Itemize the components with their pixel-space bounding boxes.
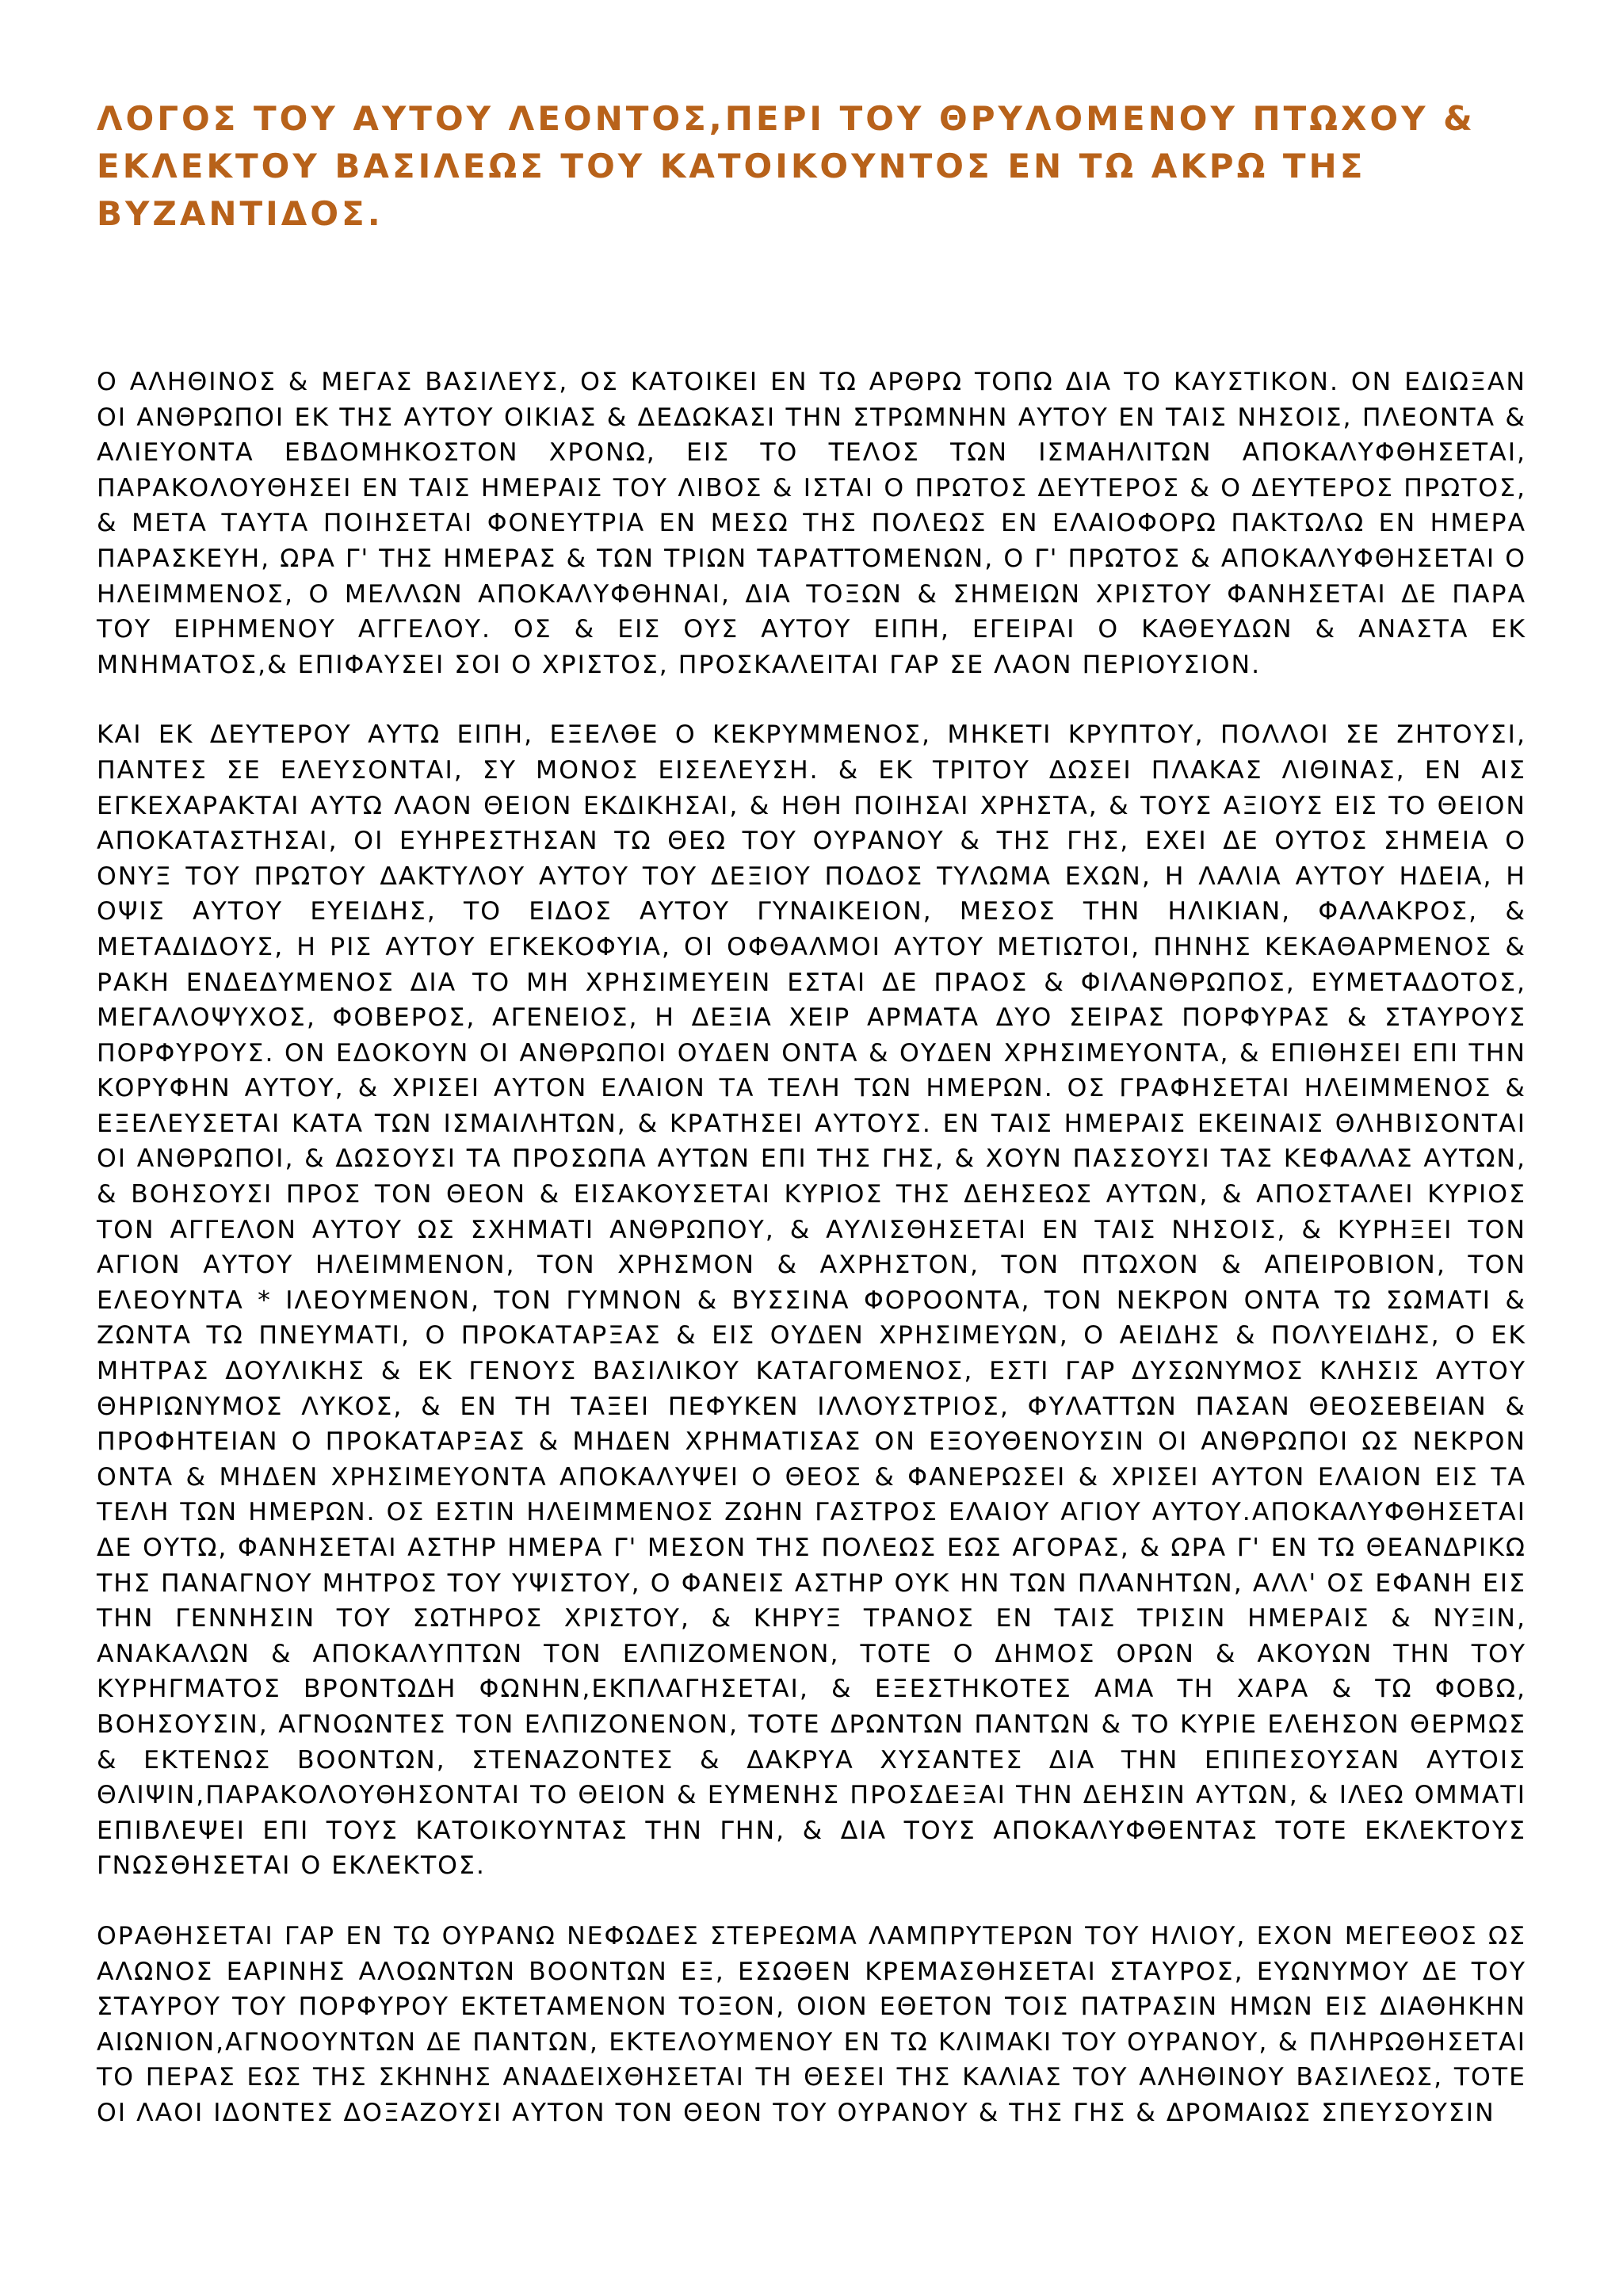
paragraph-3: ΟΡΑΘΗΣΕΤΑΙ ΓΑΡ ΕΝ ΤΩ ΟΥΡΑΝΩ ΝΕΦΩΔΕΣ ΣΤΕΡΕΩΜΑ ΛΑΜΠΡΥΤΕΡΩΝ ΤΟΥ ΗΛΙΟΥ, ΕΧΟΝ ΜΕΓΕΘΟΣ ΩΣ ΑΛΩΝΟΣ ΕΑΡΙΝΗΣ ΑΛΟΩΝΤΩΝ ΒΟΟΝΤΩΝ ΕΞ, ΕΣΩΘΕΝ ΚΡΕΜΑΣΘΗΣΕΤΑΙ ΣΤΑΥΡΟΣ, ΕΥΩΝΥΜΟΥ ΔΕ ΤΟΥ ΣΤΑΥΡΟΥ ΤΟΥ ΠΟΡΦΥΡΟΥ ΕΚΤΕΤΑΜΕΝΟΝ ΤΟΞΟΝ, ΟΙΟΝ ΕΘΕΤΟΝ ΤΟΙΣ ΠΑΤΡΑΣΙΝ ΗΜΩΝ ΕΙΣ ΔΙΑΘΗΚΗΝ ΑΙΩΝΙΟΝ,ΑΓΝΟΟΥΝΤΩΝ ΔΕ ΠΑΝΤΩΝ, ΕΚΤΕΛΟΥΜΕΝΟΥ ΕΝ ΤΩ ΚΛΙΜΑΚΙ ΤΟΥ ΟΥΡΑΝΟΥ, & ΠΛΗΡΩΘΗΣΕΤΑΙ ΤΟ ΠΕΡΑΣ ΕΩΣ ΤΗΣ ΣΚΗΝΗΣ ΑΝΑΔΕΙΧΘΗΣΕΤΑΙ ΤΗ ΘΕΣΕΙ ΤΗΣ ΚΑΛΙΑΣ ΤΟΥ ΑΛΗΘΙΝΟΥ ΒΑΣΙΛΕΩΣ, ΤΟΤΕ ΟΙ ΛΑΟΙ ΙΔΟΝΤΕΣ ΔΟΞΑΖΟΥΣΙ ΑΥΤΟΝ ΤΟΝ ΘΕΟΝ ΤΟΥ ΟΥΡΑΝΟΥ & ΤΗΣ ΓΗΣ & ΔΡΟΜΑΙΩΣ ΣΠΕΥΣΟΥΣΙΝ (97, 1921, 1526, 2127)
paragraph-1: Ο ΑΛΗΘΙΝΟΣ & ΜΕΓΑΣ ΒΑΣΙΛΕΥΣ, ΟΣ ΚΑΤΟΙΚΕΙ ΕΝ ΤΩ ΑΡΘΡΩ ΤΟΠΩ ΔΙΑ ΤΟ ΚΑΥΣΤΙΚΟΝ. ΟΝ ΕΔΙΩΞΑΝ ΟΙ ΑΝΘΡΩΠΟΙ ΕΚ ΤΗΣ ΑΥΤΟΥ ΟΙΚΙΑΣ & ΔΕΔΩΚΑΣΙ ΤΗΝ ΣΤΡΩΜΝΗΝ ΑΥΤΟΥ ΕΝ ΤΑΙΣ ΝΗΣΟΙΣ, ΠΛΕΟΝΤΑ & ΑΛΙΕΥΟΝΤΑ ΕΒΔΟΜΗΚΟΣΤΟΝ ΧΡΟΝΩ, ΕΙΣ ΤΟ ΤΕΛΟΣ ΤΩΝ ΙΣΜΑΗΛΙΤΩΝ ΑΠΟΚΑΛΥΦΘΗΣΕΤΑΙ, ΠΑΡΑΚΟΛΟΥΘΗΣΕΙ ΕΝ ΤΑΙΣ ΗΜΕΡΑΙΣ ΤΟΥ ΛΙΒΟΣ & ΙΣΤΑΙ Ο ΠΡΩΤΟΣ ΔΕΥΤΕΡΟΣ & Ο ΔΕΥΤΕΡΟΣ ΠΡΩΤΟΣ, & ΜΕΤΑ ΤΑΥΤΑ ΠΟΙΗΣΕΤΑΙ ΦΟΝΕΥΤΡΙΑ ΕΝ ΜΕΣΩ ΤΗΣ ΠΟΛΕΩΣ ΕΝ ΕΛΑΙΟΦΟΡΩ ΠΑΚΤΩΛΩ ΕΝ ΗΜΕΡΑ ΠΑΡΑΣΚΕΥΗ, ΩΡΑ Γ' ΤΗΣ ΗΜΕΡΑΣ & ΤΩΝ ΤΡΙΩΝ ΤΑΡΑΤΤΟΜΕΝΩΝ, Ο Γ' ΠΡΩΤΟΣ & ΑΠΟΚΑΛΥΦΘΗΣΕΤΑΙ Ο ΗΛΕΙΜΜΕΝΟΣ, Ο ΜΕΛΛΩΝ ΑΠΟΚΑΛΥΦΘΗΝΑΙ, ΔΙΑ ΤΟΞΩΝ & ΣΗΜΕΙΩΝ ΧΡΙΣΤΟΥ ΦΑΝΗΣΕΤΑΙ ΔΕ ΠΑΡΑ ΤΟΥ ΕΙΡΗΜΕΝΟΥ ΑΓΓΕΛΟΥ. ΟΣ & ΕΙΣ ΟΥΣ ΑΥΤΟΥ ΕΙΠΗ, ΕΓΕΙΡΑΙ Ο ΚΑΘΕΥΔΩΝ & ΑΝΑΣΤΑ ΕΚ ΜΝΗΜΑΤΟΣ,& ΕΠΙΦΑΥΣΕΙ ΣΟΙ Ο ΧΡΙΣΤΟΣ, ΠΡΟΣΚΑΛΕΙΤΑΙ ΓΑΡ ΣΕ ΛΑΟΝ ΠΕΡΙΟΥΣΙΟΝ. (97, 368, 1526, 679)
document-title: ΛΟΓΟΣ ΤΟΥ ΑΥΤΟΥ ΛΕΟΝΤΟΣ,ΠΕΡΙ ΤΟΥ ΘΡΥΛΟΜΕΝΟΥ ΠΤΩΧΟΥ & ΕΚΛΕΚΤΟΥ ΒΑΣΙΛΕΩΣ ΤΟΥ ΚΑΤΟΙΚΟΥΝΤΟΣ ΕΝ ΤΩ ΑΚΡΩ ΤΗΣ ΒΥΖΑΝΤΙΔΟΣ. (97, 99, 1476, 233)
paragraph-2: ΚΑΙ ΕΚ ΔΕΥΤΕΡΟΥ ΑΥΤΩ ΕΙΠΗ, ΕΞΕΛΘΕ Ο ΚΕΚΡΥΜΜΕΝΟΣ, ΜΗΚΕΤΙ ΚΡΥΠΤΟΥ, ΠΟΛΛΟΙ ΣΕ ΖΗΤΟΥΣΙ, ΠΑΝΤΕΣ ΣΕ ΕΛΕΥΣΟΝΤΑΙ, ΣΥ ΜΟΝΟΣ ΕΙΣΕΛΕΥΣΗ. & ΕΚ ΤΡΙΤΟΥ ΔΩΣΕΙ ΠΛΑΚΑΣ ΛΙΘΙΝΑΣ, ΕΝ ΑΙΣ ΕΓΚΕΧΑΡΑΚΤΑΙ ΑΥΤΩ ΛΑΟΝ ΘΕΙΟΝ ΕΚΔΙΚΗΣΑΙ, & ΗΘΗ ΠΟΙΗΣΑΙ ΧΡΗΣΤΑ, & ΤΟΥΣ ΑΞΙΟΥΣ ΕΙΣ ΤΟ ΘΕΙΟΝ ΑΠΟΚΑΤΑΣΤΗΣΑΙ, ΟΙ ΕΥΗΡΕΣΤΗΣΑΝ ΤΩ ΘΕΩ ΤΟΥ ΟΥΡΑΝΟΥ & ΤΗΣ ΓΗΣ, ΕΧΕΙ ΔΕ ΟΥΤΟΣ ΣΗΜΕΙΑ Ο ΟΝΥΞ ΤΟΥ ΠΡΩΤΟΥ ΔΑΚΤΥΛΟΥ ΑΥΤΟΥ ΤΟΥ ΔΕΞΙΟΥ ΠΟΔΟΣ ΤΥΛΩΜΑ ΕΧΩΝ, Η ΛΑΛΙΑ ΑΥΤΟΥ ΗΔΕΙΑ, Η ΟΨΙΣ ΑΥΤΟΥ ΕΥΕΙΔΗΣ, ΤΟ ΕΙΔΟΣ ΑΥΤΟΥ ΓΥΝΑΙΚΕΙΟΝ, ΜΕΣΟΣ ΤΗΝ ΗΛΙΚΙΑΝ, ΦΑΛΑΚΡΟΣ, & ΜΕΤΑΔΙΔΟΥΣ, Η ΡΙΣ ΑΥΤΟΥ ΕΓΚΕΚΟΦΥΙΑ, ΟΙ ΟΦΘΑΛΜΟΙ ΑΥΤΟΥ ΜΕΤΙΩΤΟΙ, ΠΗΝΗΣ ΚΕΚΑΘΑΡΜΕΝΟΣ & ΡΑΚΗ ΕΝΔΕΔΥΜΕΝΟΣ ΔΙΑ ΤΟ ΜΗ ΧΡΗΣΙΜΕΥΕΙΝ ΕΣΤΑΙ ΔΕ ΠΡΑΟΣ & ΦΙΛΑΝΘΡΩΠΟΣ, ΕΥΜΕΤΑΔΟΤΟΣ, ΜΕΓΑΛΟΨΥΧΟΣ, ΦΟΒΕΡΟΣ, ΑΓΕΝΕΙΟΣ, Η ΔΕΞΙΑ ΧΕΙΡ ΑΡΜΑΤΑ ΔΥΟ ΣΕΙΡΑΣ ΠΟΡΦΥΡΑΣ & ΣΤΑΥΡΟΥΣ ΠΟΡΦΥΡΟΥΣ. ΟΝ ΕΔΟΚΟΥΝ ΟΙ ΑΝΘΡΩΠΟΙ ΟΥΔΕΝ ΟΝΤΑ & ΟΥΔΕΝ ΧΡΗΣΙΜΕΥΟΝΤΑ, & ΕΠΙΘΗΣΕΙ ΕΠΙ ΤΗΝ ΚΟΡΥΦΗΝ ΑΥΤΟΥ, & ΧΡΙΣΕΙ ΑΥΤΟΝ ΕΛΑΙΟΝ ΤΑ ΤΕΛΗ ΤΩΝ ΗΜΕΡΩΝ. ΟΣ ΓΡΑΦΗΣΕΤΑΙ ΗΛΕΙΜΜΕΝΟΣ & ΕΞΕΛΕΥΣΕΤΑΙ ΚΑΤΑ ΤΩΝ ΙΣΜΑΙΛΗΤΩΝ, & ΚΡΑΤΗΣΕΙ ΑΥΤΟΥΣ. ΕΝ ΤΑΙΣ ΗΜΕΡΑΙΣ ΕΚΕΙΝΑΙΣ ΘΛΗΒΙΣΟΝΤΑΙ ΟΙ ΑΝΘΡΩΠΟΙ, & ΔΩΣΟΥΣΙ ΤΑ ΠΡΟΣΩΠΑ ΑΥΤΩΝ ΕΠΙ ΤΗΣ ΓΗΣ, & ΧΟΥΝ ΠΑΣΣΟΥΣΙ ΤΑΣ ΚΕΦΑΛΑΣ ΑΥΤΩΝ, & ΒΟΗΣΟΥΣΙ ΠΡΟΣ ΤΟΝ ΘΕΟΝ & ΕΙΣΑΚΟΥΣΕΤΑΙ ΚΥΡΙΟΣ ΤΗΣ ΔΕΗΣΕΩΣ ΑΥΤΩΝ, & ΑΠΟΣΤΑΛΕΙ ΚΥΡΙΟΣ ΤΟΝ ΑΓΓΕΛΟΝ ΑΥΤΟΥ ΩΣ ΣΧΗΜΑΤΙ ΑΝΘΡΩΠΟΥ, & ΑΥΛΙΣΘΗΣΕΤΑΙ ΕΝ ΤΑΙΣ ΝΗΣΟΙΣ, & ΚΥΡΗΞΕΙ ΤΟΝ ΑΓΙΟΝ ΑΥΤΟΥ ΗΛΕΙΜΜΕΝΟΝ, ΤΟΝ ΧΡΗΣΜΟΝ & ΑΧΡΗΣΤΟΝ, ΤΟΝ ΠΤΩΧΟΝ & ΑΠΕΙΡΟΒΙΟΝ, ΤΟΝ ΕΛΕΟΥΝΤΑ * ΙΛΕΟΥΜΕΝΟΝ, ΤΟΝ ΓΥΜΝΟΝ & ΒΥΣΣΙΝΑ ΦΟΡΟΟΝΤΑ, ΤΟΝ ΝΕΚΡΟΝ ΟΝΤΑ ΤΩ ΣΩΜΑΤΙ & ΖΩΝΤΑ ΤΩ ΠΝΕΥΜΑΤΙ, Ο ΠΡΟΚΑΤΑΡΞΑΣ & ΕΙΣ ΟΥΔΕΝ ΧΡΗΣΙΜΕΥΩΝ, Ο ΑΕΙΔΗΣ & ΠΟΛΥΕΙΔΗΣ, Ο ΕΚ ΜΗΤΡΑΣ ΔΟΥΛΙΚΗΣ & ΕΚ ΓΕΝΟΥΣ ΒΑΣΙΛΙΚΟΥ ΚΑΤΑΓΟΜΕΝΟΣ, ΕΣΤΙ ΓΑΡ ΔΥΣΩΝΥΜΟΣ ΚΛΗΣΙΣ ΑΥΤΟΥ ΘΗΡΙΩΝΥΜΟΣ ΛΥΚΟΣ, & ΕΝ ΤΗ ΤΑΞΕΙ ΠΕΦΥΚΕΝ ΙΛΛΟΥΣΤΡΙΟΣ, ΦΥΛΑΤΤΩΝ ΠΑΣΑΝ ΘΕΟΣΕΒΕΙΑΝ & ΠΡΟΦΗΤΕΙΑΝ Ο ΠΡΟΚΑΤΑΡΞΑΣ & ΜΗΔΕΝ ΧΡΗΜΑΤΙΣΑΣ ΟΝ ΕΞΟΥΘΕΝΟΥΣΙΝ ΟΙ ΑΝΘΡΩΠΟΙ ΩΣ ΝΕΚΡΟΝ ΟΝΤΑ & ΜΗΔΕΝ ΧΡΗΣΙΜΕΥΟΝΤΑ ΑΠΟΚΑΛΥΨΕΙ Ο ΘΕΟΣ & ΦΑΝΕΡΩΣΕΙ & ΧΡΙΣΕΙ ΑΥΤΟΝ ΕΛΑΙΟΝ ΕΙΣ ΤΑ ΤΕΛΗ ΤΩΝ ΗΜΕΡΩΝ. ΟΣ ΕΣΤΙΝ ΗΛΕΙΜΜΕΝΟΣ ΖΩΗΝ ΓΑΣΤΡΟΣ ΕΛΑΙΟΥ ΑΓΙΟΥ ΑΥΤΟΥ.ΑΠΟΚΑΛΥΦΘΗΣΕΤΑΙ ΔΕ ΟΥΤΩ, ΦΑΝΗΣΕΤΑΙ ΑΣΤΗΡ ΗΜΕΡΑ Γ' ΜΕΣΟΝ ΤΗΣ ΠΟΛΕΩΣ ΕΩΣ ΑΓΟΡΑΣ, & ΩΡΑ Γ' ΕΝ ΤΩ ΘΕΑΝΔΡΙΚΩ ΤΗΣ ΠΑΝΑΓΝΟΥ ΜΗΤΡΟΣ ΤΟΥ ΥΨΙΣΤΟΥ, Ο ΦΑΝΕΙΣ ΑΣΤΗΡ ΟΥΚ ΗΝ ΤΩΝ ΠΛΑΝΗΤΩΝ, ΑΛΛ' ΟΣ ΕΦΑΝΗ ΕΙΣ ΤΗΝ ΓΕΝΝΗΣΙΝ ΤΟΥ ΣΩΤΗΡΟΣ ΧΡΙΣΤΟΥ, & ΚΗΡΥΞ ΤΡΑΝΟΣ ΕΝ ΤΑΙΣ ΤΡΙΣΙΝ ΗΜΕΡΑΙΣ & ΝΥΞΙΝ, ΑΝΑΚΑΛΩΝ & ΑΠΟΚΑΛΥΠΤΩΝ ΤΟΝ ΕΛΠΙΖΟΜΕΝΟΝ, ΤΟΤΕ Ο ΔΗΜΟΣ ΟΡΩΝ & ΑΚΟΥΩΝ ΤΗΝ ΤΟΥ ΚΥΡΗΓΜΑΤΟΣ ΒΡΟΝΤΩΔΗ ΦΩΝΗΝ,ΕΚΠΛΑΓΗΣΕΤΑΙ, & ΕΞΕΣΤΗΚΟΤΕΣ ΑΜΑ ΤΗ ΧΑΡΑ & ΤΩ ΦΟΒΩ, ΒΟΗΣΟΥΣΙΝ, ΑΓΝΟΩΝΤΕΣ ΤΟΝ ΕΛΠΙΖΟΝΕΝΟΝ, ΤΟΤΕ ΔΡΩΝΤΩΝ ΠΑΝΤΩΝ & ΤΟ ΚΥΡΙΕ ΕΛΕΗΣΟΝ ΘΕΡΜΩΣ & ΕΚΤΕΝΩΣ ΒΟΟΝΤΩΝ, ΣΤΕΝΑΖΟΝΤΕΣ & ΔΑΚΡΥΑ ΧΥΣΑΝΤΕΣ ΔΙΑ ΤΗΝ ΕΠΙΠΕΣΟΥΣΑΝ ΑΥΤΟΙΣ ΘΛΙΨΙΝ,ΠΑΡΑΚΟΛΟΥΘΗΣΟΝΤΑΙ ΤΟ ΘΕΙΟΝ & ΕΥΜΕΝΗΣ ΠΡΟΣΔΕΞΑΙ ΤΗΝ ΔΕΗΣΙΝ ΑΥΤΩΝ, & ΙΛΕΩ ΟΜΜΑΤΙ ΕΠΙΒΛΕΨΕΙ ΕΠΙ ΤΟΥΣ ΚΑΤΟΙΚΟΥΝΤΑΣ ΤΗΝ ΓΗΝ, & ΔΙΑ ΤΟΥΣ ΑΠΟΚΑΛΥΦΘΕΝΤΑΣ ΤΟΤΕ ΕΚΛΕΚΤΟΥΣ ΓΝΩΣΘΗΣΕΤΑΙ Ο ΕΚΛΕΚΤΟΣ. (97, 720, 1526, 1881)
document-body (97, 365, 1526, 2131)
